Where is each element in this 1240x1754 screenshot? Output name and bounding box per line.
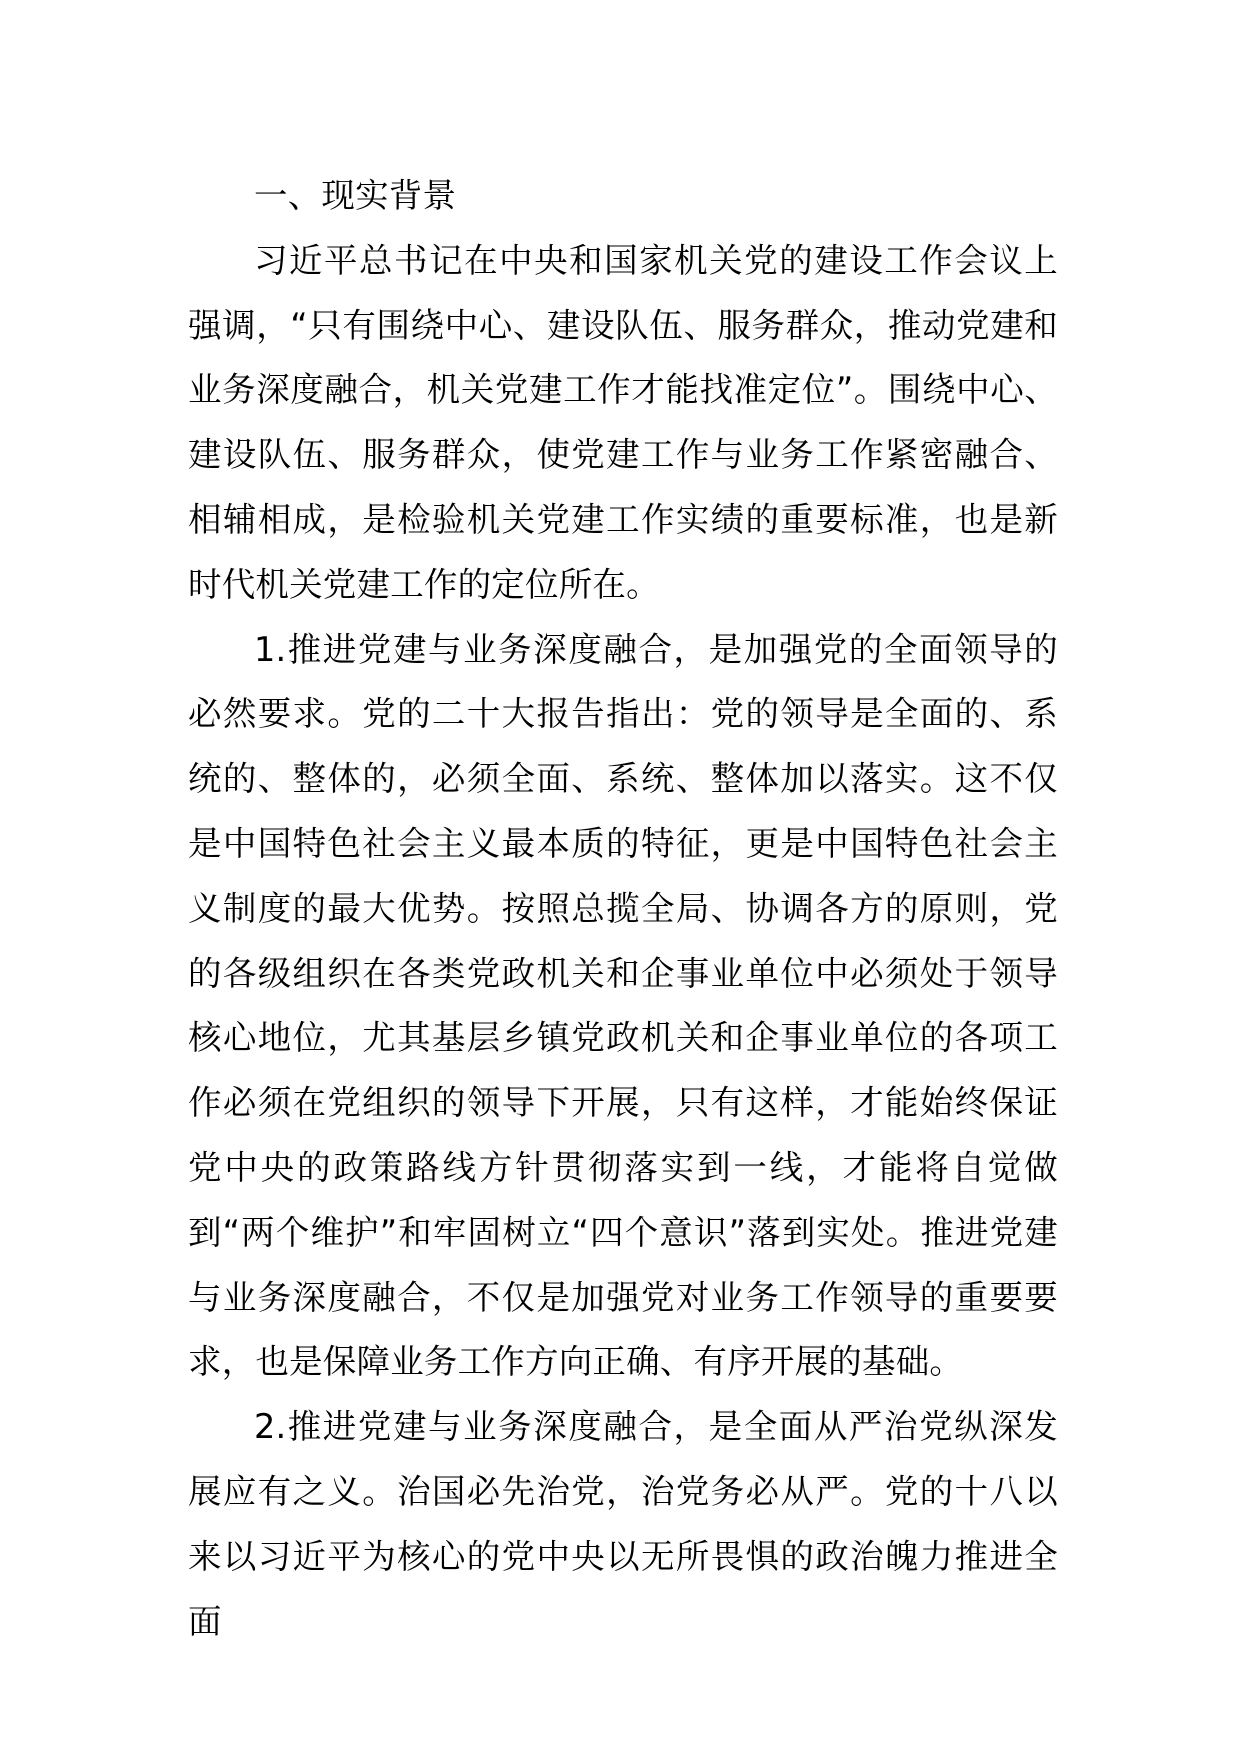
- section-heading: 一、现实背景: [254, 176, 457, 215]
- paragraph-point-2: 2.推进党建与业务深度融合，是全面从严治党纵深发展应有之义。治国必先治党，治党务必从严。党的十八以来以习近平为核心的党中央以无所畏惧的政治魄力推进全面: [188, 1407, 1058, 1641]
- paragraph-point-1: 1.推进党建与业务深度融合，是加强党的全面领导的必然要求。党的二十大报告指出：党的领导是全面的、系统的、整体的，必须全面、系统、整体加以落实。这不仅是中国特色社会主义最本质的特征，更是中国特色社会主义制度的最大优势。按照总揽全局、协调各方的原则，党的各级组织在各类党政机关和企事业单位中必须处于领导核心地位，尤其基层乡镇党政机关和企事业单位的各项工作必须在党组织的领导下开展，只有这样，才能始终保证党中央的政策路线方针贯彻落实到一线，才能将自觉做到“两个维护”和牢固树立“四个意识”落到实处。推进党建与业务深度融合，不仅是加强党对业务工作领导的重要要求，也是保障业务工作方向正确、有序开展的基础。: [188, 629, 1058, 1382]
- document-body: [188, 164, 1058, 1654]
- paragraph-background: 习近平总书记在中央和国家机关党的建设工作会议上强调，“只有围绕中心、建设队伍、服务群众，推动党建和业务深度融合，机关党建工作才能找准定位”。围绕中心、建设队伍、服务群众，使党建工作与业务工作紧密融合、相辅相成，是检验机关党建工作实绩的重要标准，也是新时代机关党建工作的定位所在。: [188, 240, 1058, 604]
